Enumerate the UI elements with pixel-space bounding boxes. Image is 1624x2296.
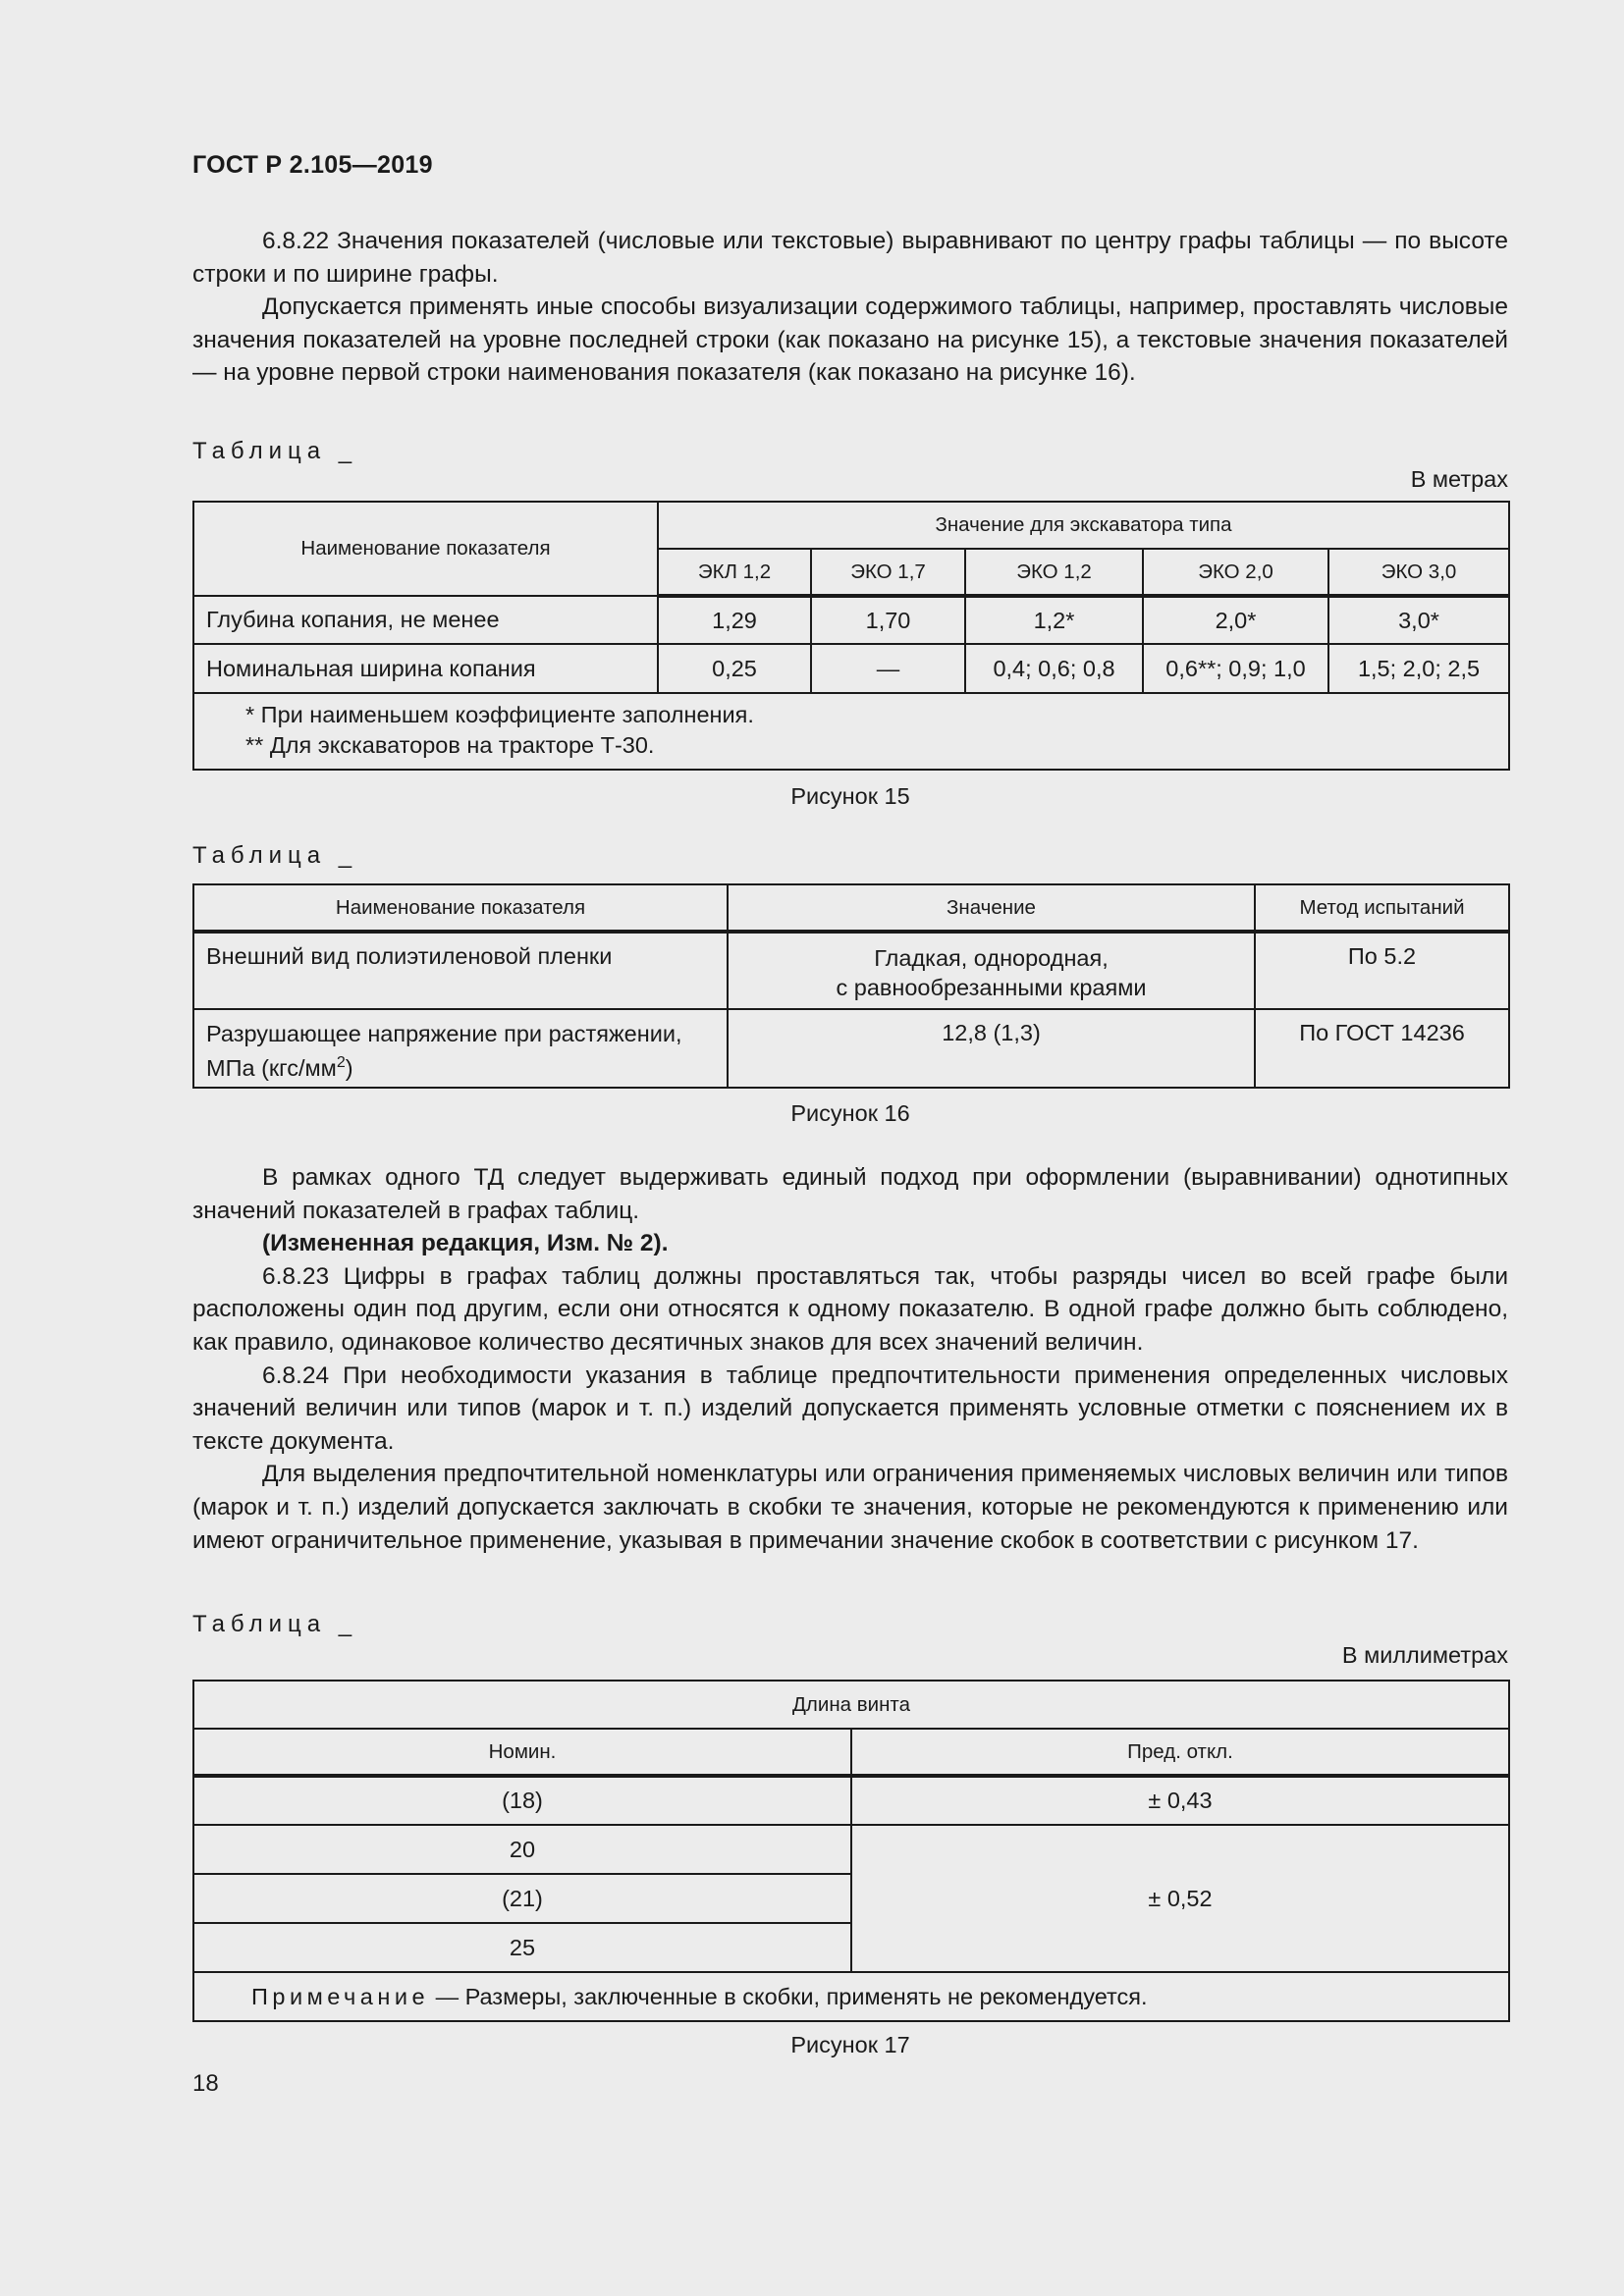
cell: 0,6**; 0,9; 1,0 (1143, 644, 1328, 693)
cell: — (811, 644, 965, 693)
cell: ± 0,43 (851, 1776, 1509, 1825)
note-label: Примечание (251, 1983, 430, 2009)
row-name: Номинальная ширина копания (193, 644, 658, 693)
subheader: ЭКЛ 1,2 (658, 549, 811, 596)
table-note (193, 1972, 1509, 2021)
subheader: ЭКО 1,2 (965, 549, 1143, 596)
table-figure-16 (192, 883, 1510, 1089)
page-number: 18 (192, 2070, 219, 2097)
paragraph: 6.8.23 Цифры в графах таблиц должны проставляться так, чтобы разряды чисел во всей графе были расположены один под другим, если они относятся к одному показателю. В одной графе должно быть соблюдено, как правило, одинаковое количество десятичных знаков для всех значений величин. (192, 1262, 1508, 1356)
document-header: ГОСТ Р 2.105—2019 (192, 151, 433, 179)
cell: 0,25 (658, 644, 811, 693)
cell: 1,5; 2,0; 2,5 (1328, 644, 1509, 693)
figure-caption: Рисунок 15 (790, 783, 910, 809)
row-name: Внешний вид полиэтиленовой пленки (193, 932, 728, 1009)
subheader: ЭКО 2,0 (1143, 549, 1328, 596)
cell: (18) (193, 1776, 851, 1825)
row-name: Глубина копания, не менее (193, 596, 658, 644)
table-label: Таблица _ (192, 842, 358, 869)
group-header: Длина винта (193, 1681, 1509, 1729)
cell: 1,29 (658, 596, 811, 644)
footnote: ** Для экскаваторов на тракторе Т-30. (245, 732, 655, 758)
paragraph: 6.8.22 Значения показателей (числовые или текстовые) выравнивают по центру графы таблицы — по высоте строки и по ширине графы. (192, 228, 1508, 288)
table-units: В метрах (1410, 466, 1508, 492)
paragraph: Для выделения предпочтительной номенклатуры или ограничения применяемых числовых величин или типов (марок и т. п.) изделий допускается заключать в скобки те значения, которые не рекомендуются к применению или имеют ограничительное применение, указывая в примечании значение скобок в соответствии с рисунком 17. (192, 1461, 1508, 1554)
column-header: Значение (728, 884, 1255, 932)
table-row (193, 1009, 1509, 1088)
paragraph: В рамках одного ТД следует выдерживать единый подход при оформлении (выравнивании) однотипных значений показателей в графах таблиц. (192, 1164, 1508, 1224)
cell: 12,8 (1,3) (728, 1009, 1255, 1088)
subheader: Номин. (193, 1729, 851, 1776)
intro-text (192, 225, 1508, 390)
paragraph: 6.8.24 При необходимости указания в таблице предпочтительности применения определенных числовых значений величин или типов (марок и т. п.) изделий допускается применять условные отметки с пояснением их в тексте документа. (192, 1362, 1508, 1455)
table-row (193, 1776, 1509, 1825)
cell: 1,70 (811, 596, 965, 644)
cell: 2,0* (1143, 596, 1328, 644)
cell: По ГОСТ 14236 (1255, 1009, 1509, 1088)
subheader: ЭКО 3,0 (1328, 549, 1509, 596)
cell (728, 932, 1255, 1009)
subheader: Пред. откл. (851, 1729, 1509, 1776)
table-units: В миллиметрах (1341, 1642, 1508, 1668)
cell: 25 (193, 1923, 851, 1972)
cell: ± 0,52 (851, 1825, 1509, 1972)
paragraph: Допускается применять иные способы визуализации содержимого таблицы, например, проставлять числовые значения показателей на уровне последней строки (как показано на рисунке 15), а текстовые значения показателей — на уровне первой строки наименования показателя (как показано на рисунке 16). (192, 294, 1508, 387)
cell: 0,4; 0,6; 0,8 (965, 644, 1143, 693)
cell: 20 (193, 1825, 851, 1874)
row-name (193, 1009, 728, 1088)
table-footnotes (193, 693, 1509, 770)
table-figure-17 (192, 1680, 1510, 2022)
table-row (193, 1825, 1509, 1874)
cell-line: с равнообрезанными краями (836, 975, 1147, 1000)
cell: По 5.2 (1255, 932, 1509, 1009)
column-header: Метод испытаний (1255, 884, 1509, 932)
amendment-note: (Измененная редакция, Изм. № 2). (262, 1230, 669, 1257)
figure-caption: Рисунок 16 (790, 1100, 910, 1126)
table-row (193, 932, 1509, 1009)
cell: 3,0* (1328, 596, 1509, 644)
note-text: — Размеры, заключенные в скобки, применять не рекомендуется. (435, 1983, 1148, 2009)
figure-caption: Рисунок 17 (790, 2032, 910, 2057)
table-figure-15 (192, 501, 1510, 771)
row-name-unit: МПа $(кгс/мм^2)$ (206, 1054, 353, 1081)
cell-line: Гладкая, однородная, (874, 945, 1109, 971)
body-text (192, 1161, 1508, 1557)
table-row (193, 596, 1509, 644)
cell: (21) (193, 1874, 851, 1923)
table-label: Таблица _ (192, 438, 358, 464)
group-header: Значение для экскаватора типа (658, 502, 1509, 549)
footnote: * При наименьшем коэффициенте заполнения. (245, 702, 754, 727)
table-row (193, 644, 1509, 693)
row-name-line: Разрушающее напряжение при растяжении, (206, 1021, 682, 1046)
column-header: Наименование показателя (193, 502, 658, 596)
subheader: ЭКО 1,7 (811, 549, 965, 596)
cell: 1,2* (965, 596, 1143, 644)
table-label: Таблица _ (192, 1611, 358, 1637)
column-header: Наименование показателя (193, 884, 728, 932)
